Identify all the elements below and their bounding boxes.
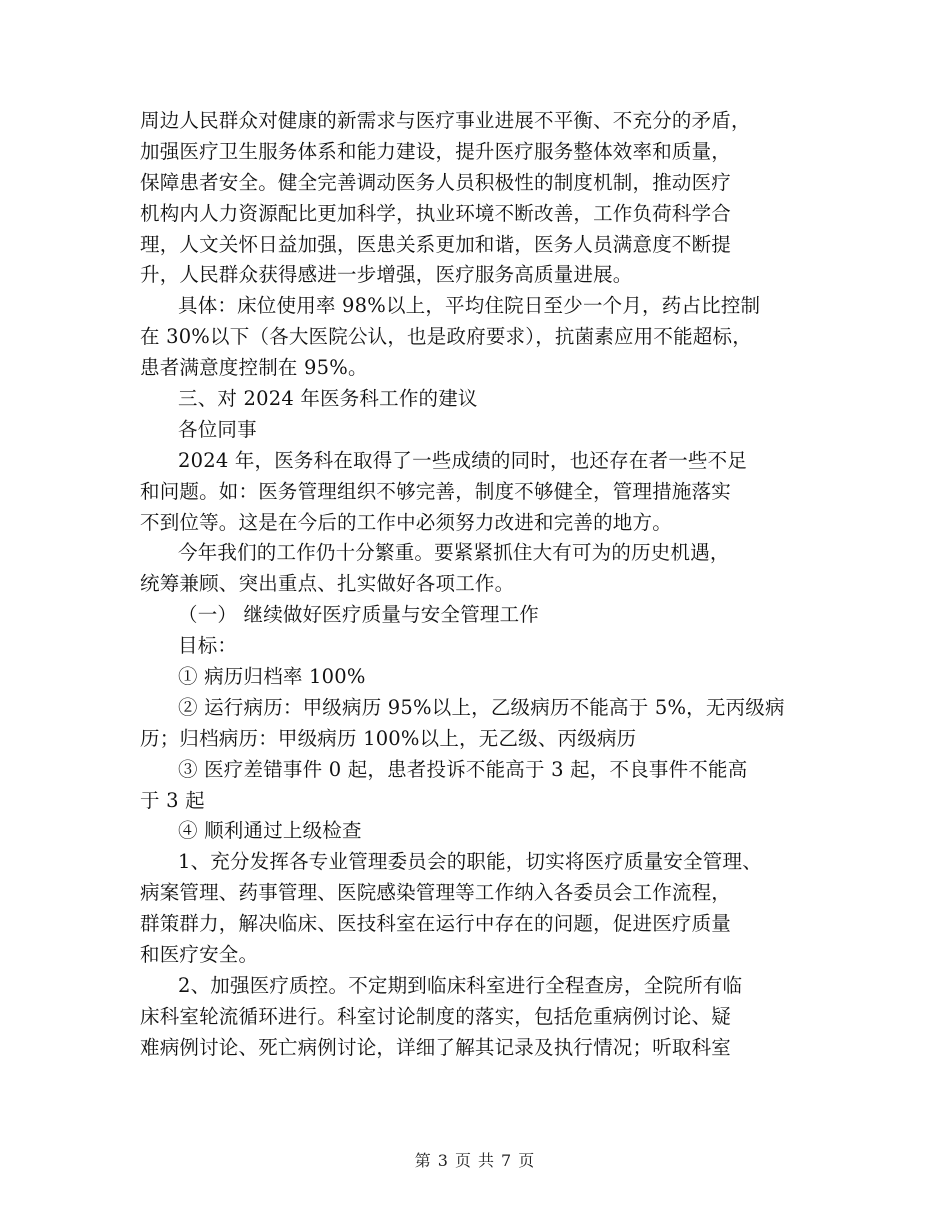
text-line: 理，人文关怀日益加强，医患关系更加和谐，医务人员满意度不断提 [140,232,732,256]
body-text [140,106,830,1064]
subsection-heading: （一） 继续做好医疗质量与安全管理工作 [178,603,539,627]
text-line: 周边人民群众对健康的新需求与医疗事业进展不平衡、不充分的矛盾， [140,109,751,132]
text-line: 和问题。如：医务管理组织不够完善，制度不够健全，管理措施落实 [140,479,732,503]
page-number: 3 [437,1151,449,1170]
total-pages: 7 [501,1151,513,1170]
text-line: 加强医疗卫生服务体系和能力建设，提升医疗服务整体效率和质量， [140,139,732,163]
page-footer [0,1148,950,1171]
text-line: 目标： [178,634,238,658]
text-line: 2、加强医疗质控。不定期到临床科室进行全程查房，全院所有临 [178,973,743,997]
text-line: 床科室轮流循环进行。科室讨论制度的落实，包括危重病例讨论、疑 [140,1004,732,1028]
list-item: ② 运行病历：甲级病历 95%以上，乙级病历不能高于 5%，无丙级病 [178,695,785,719]
text-line: 具体：床位使用率 98%以上，平均住院日至少一个月，药占比控制 [178,294,761,318]
text-line: 2024 年，医务科在取得了一些成绩的同时，也还存在者一些不足 [178,448,748,472]
list-item: ④ 顺利通过上级检查 [178,819,362,843]
text-line: 各位同事 [178,417,257,441]
text-line: 统筹兼顾、突出重点、扎实做好各项工作。 [140,572,515,596]
text-line: 不到位等。这是在今后的工作中必须努力改进和完善的地方。 [140,510,672,534]
text-line: 1、充分发挥各专业管理委员会的职能，切实将医疗质量安全管理、 [178,850,762,874]
text-line: 群策群力，解决临床、医技科室在运行中存在的问题，促进医疗质量 [140,912,732,936]
list-item: ③ 医疗差错事件 0 起，患者投诉不能高于 3 起，不良事件不能高 [178,757,748,781]
footer-suffix: 页 [518,1151,536,1170]
text-line: 升，人民群众获得感进一步增强，医疗服务高质量进展。 [140,263,633,287]
text-line: 病案管理、药事管理、医院感染管理等工作纳入各委员会工作流程， [140,881,732,905]
section-heading: 三、对 2024 年医务科工作的建议 [178,387,478,411]
text-line: 难病例讨论、死亡病例讨论，详细了解其记录及执行情况；听取科室 [140,1035,732,1059]
footer-mid: 页 共 [454,1151,496,1170]
text-line: 和医疗安全。 [140,943,259,967]
text-line: 在 30%以下（各大医院公认，也是政府要求），抗菌素应用不能超标， [140,325,752,349]
footer-prefix: 第 [414,1151,432,1170]
text-line: 于 3 起 [140,788,205,812]
text-line: 患者满意度控制在 95%。 [140,356,368,380]
text-line: 机构内人力资源配比更加科学，执业环境不断改善，工作负荷科学合 [140,201,732,225]
text-line: 历；归档病历：甲级病历 100%以上，无乙级、丙级病历 [140,726,637,750]
text-line: 保障患者安全。健全完善调动医务人员积极性的制度机制，推动医疗 [140,170,732,194]
list-item: ① 病历归档率 100% [178,665,366,689]
text-line: 今年我们的工作仍十分繁重。要紧紧抓住大有可为的历史机遇， [178,541,730,565]
